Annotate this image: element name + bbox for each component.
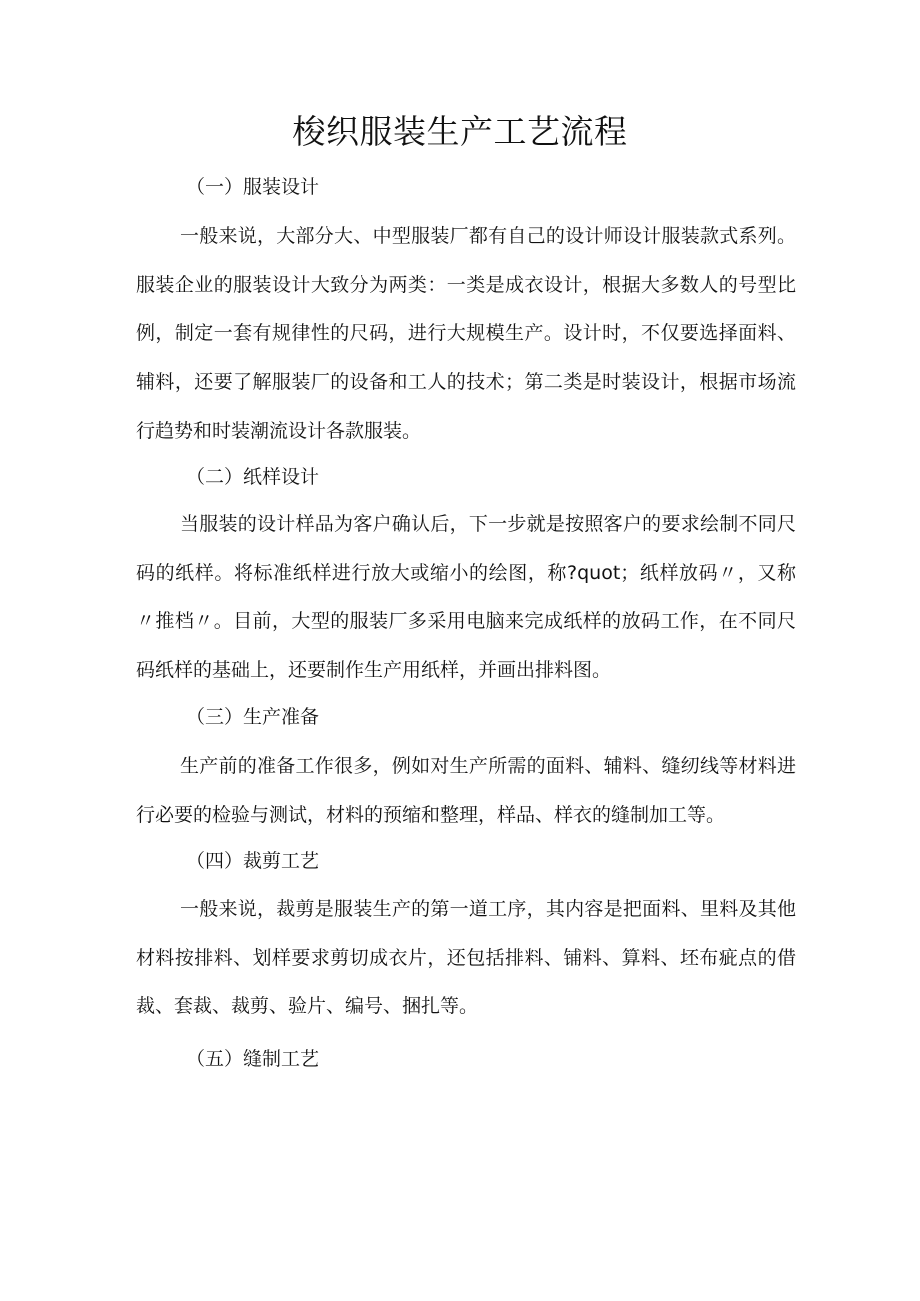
section-heading-4: （四）裁剪工艺 bbox=[186, 850, 320, 872]
section-body-4: 一般来说，裁剪是服装生产的第一道工序，其内容是把面料、里料及其他材料按排料、划样要求剪切成衣片，还包括排料、铺料、算料、坯布疵点的借裁、套裁、裁剪、验片、编号、捆扎等。 bbox=[136, 898, 796, 1018]
document-title: 梭织服装生产工艺流程 bbox=[292, 112, 628, 151]
section-heading-1: （一）服装设计 bbox=[186, 176, 320, 198]
section-heading-5: （五）缝制工艺 bbox=[186, 1048, 320, 1070]
section-heading-2: （二）纸样设计 bbox=[186, 466, 320, 488]
section-heading-3: （三）生产准备 bbox=[186, 706, 320, 728]
section-body-2: 当服装的设计样品为客户确认后，下一步就是按照客户的要求绘制不同尺码的纸样。将标准纸样进行放大或缩小的绘图，称?quot；纸样放码〃，又称〃推档〃。目前，大型的服装厂多采用电脑来完成纸样的放码工作，在不同尺码纸样的基础上，还要制作生产用纸样，并画出排料图。 bbox=[136, 513, 796, 682]
section-body-3: 生产前的准备工作很多，例如对生产所需的面料、辅料、缝纫线等材料进行必要的检验与测试，材料的预缩和整理，样品、样衣的缝制加工等。 bbox=[136, 755, 796, 826]
section-body-1: 一般来说，大部分大、中型服装厂都有自己的设计师设计服装款式系列。服装企业的服装设计大致分为两类：一类是成衣设计，根据大多数人的号型比例，制定一套有规律性的尺码，进行大规模生产。设计时，不仅要选择面料、辅料，还要了解服装厂的设备和工人的技术；第二类是时装设计，根据市场流行趋势和时装潮流设计各款服装。 bbox=[136, 225, 796, 442]
